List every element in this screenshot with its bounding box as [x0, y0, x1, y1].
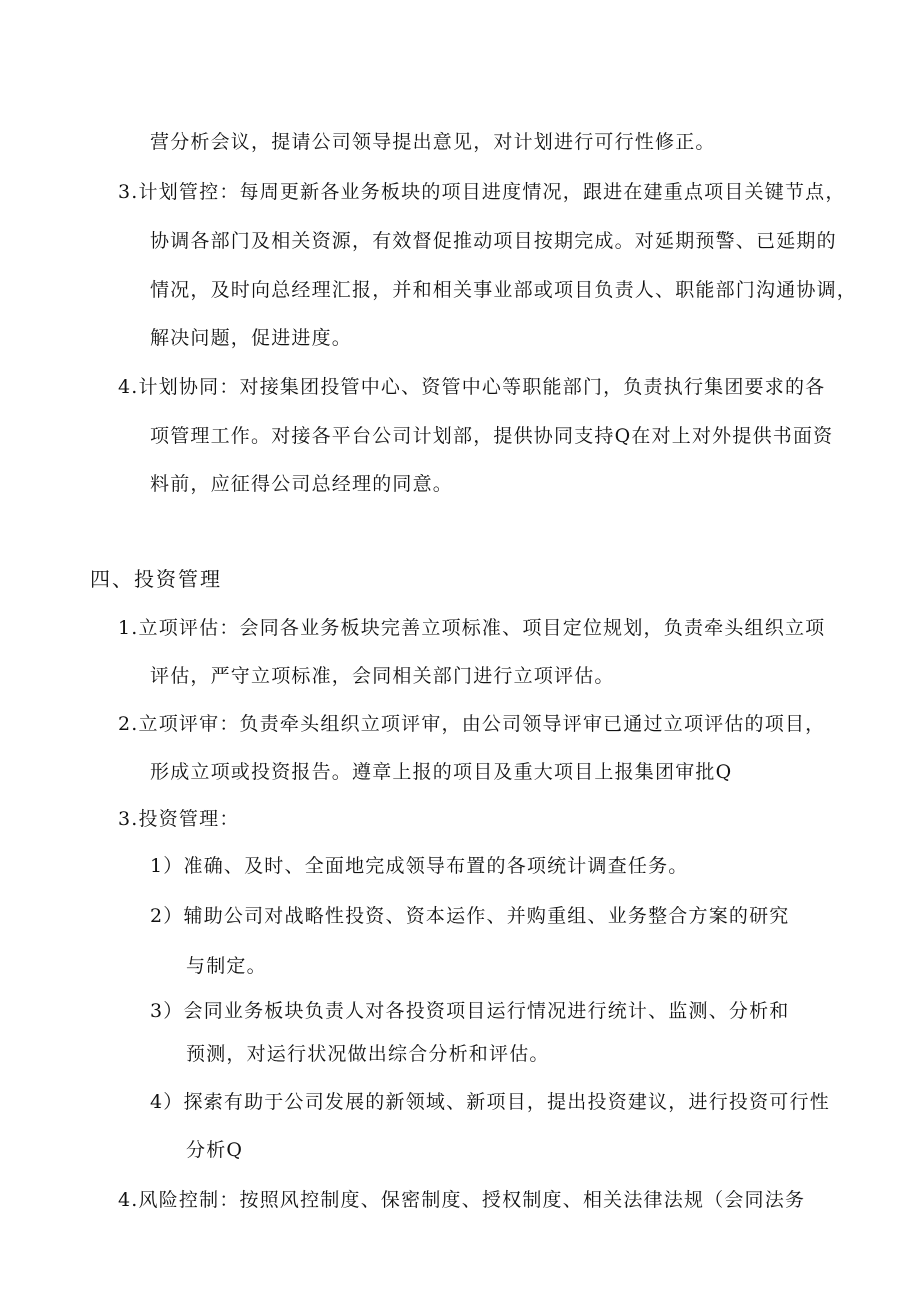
risk-item-number: 4	[118, 1189, 132, 1211]
plan-item-3-number: 3	[118, 181, 132, 203]
invest-item-1-line-1	[118, 616, 825, 640]
sub-item-3-line-1: 3）会同业务板块负责人对各投资项目运行情况进行统计、监测、分析和	[150, 1000, 790, 1022]
sub-item-4-line-1: 4）探索有助于公司发展的新领域、新项目，提出投资建议，进行投资可行性	[150, 1091, 830, 1113]
plan-item-3-line-2: 协调各部门及相关资源，有效督促推动项目按期完成。对延期预警、已延期的	[150, 230, 837, 252]
invest-item-3-number: 3	[118, 808, 132, 830]
plan-item-3-text: .计划管控：每周更新各业务板块的项目进度情况，跟进在建重点项目关键节点，	[131, 181, 846, 203]
invest-item-3-line-1	[118, 807, 240, 831]
sub-item-2-line-1: 2）辅助公司对战略性投资、资本运作、并购重组、业务整合方案的研究	[150, 905, 790, 927]
invest-item-2-line-1	[118, 712, 825, 736]
plan-item-3-line-1	[118, 180, 846, 204]
risk-item-line-1	[118, 1188, 805, 1212]
plan-item-4-line-3: 料前，应征得公司总经理的同意。	[150, 473, 454, 495]
sub-item-3-line-2: 预测，对运行状况做出综合分析和评估。	[186, 1043, 550, 1065]
sub-item-2-line-2: 与制定。	[186, 955, 267, 977]
plan-item-4-text: .计划协同：对接集团投管中心、资管中心等职能部门，负责执行集团要求的各	[131, 376, 826, 398]
section-heading: 四、投资管理	[90, 567, 222, 591]
continuation-line: 营分析会议，提请公司领导提出意见，对计划进行可行性修正。	[150, 131, 716, 153]
sub-item-1-line-1: 1）准确、及时、全面地完成领导布置的各项统计调查任务。	[150, 855, 689, 877]
plan-item-3-line-3: 情况，及时向总经理汇报，并和相关事业部或项目负责人、职能部门沟通协调，	[150, 279, 858, 301]
plan-item-3-line-4: 解决问题，促进进度。	[150, 327, 353, 349]
invest-item-1-number: 1	[118, 617, 132, 639]
risk-item-text: .风险控制：按照风控制度、保密制度、授权制度、相关法律法规（会同法务	[131, 1189, 806, 1211]
plan-item-4-number: 4	[118, 376, 132, 398]
sub-item-4-line-2: 分析Q	[186, 1139, 244, 1161]
plan-item-4-line-1	[118, 375, 825, 399]
invest-item-1-text: .立项评估：会同各业务板块完善立项标准、项目定位规划，负责牵头组织立项	[131, 617, 826, 639]
invest-item-3-text: .投资管理：	[131, 808, 240, 830]
invest-item-2-number: 2	[118, 713, 132, 735]
invest-item-2-line-2: 形成立项或投资报告。遵章上报的项目及重大项目上报集团审批Q	[150, 761, 733, 783]
invest-item-2-text: .立项评审：负责牵头组织立项评审，由公司领导评审已通过立项评估的项目，	[131, 713, 826, 735]
invest-item-1-line-2: 评估，严守立项标准，会同相关部门进行立项评估。	[150, 665, 615, 687]
plan-item-4-line-2: 项管理工作。对接各平台公司计划部，提供协同支持Q在对上对外提供书面资	[150, 425, 834, 447]
